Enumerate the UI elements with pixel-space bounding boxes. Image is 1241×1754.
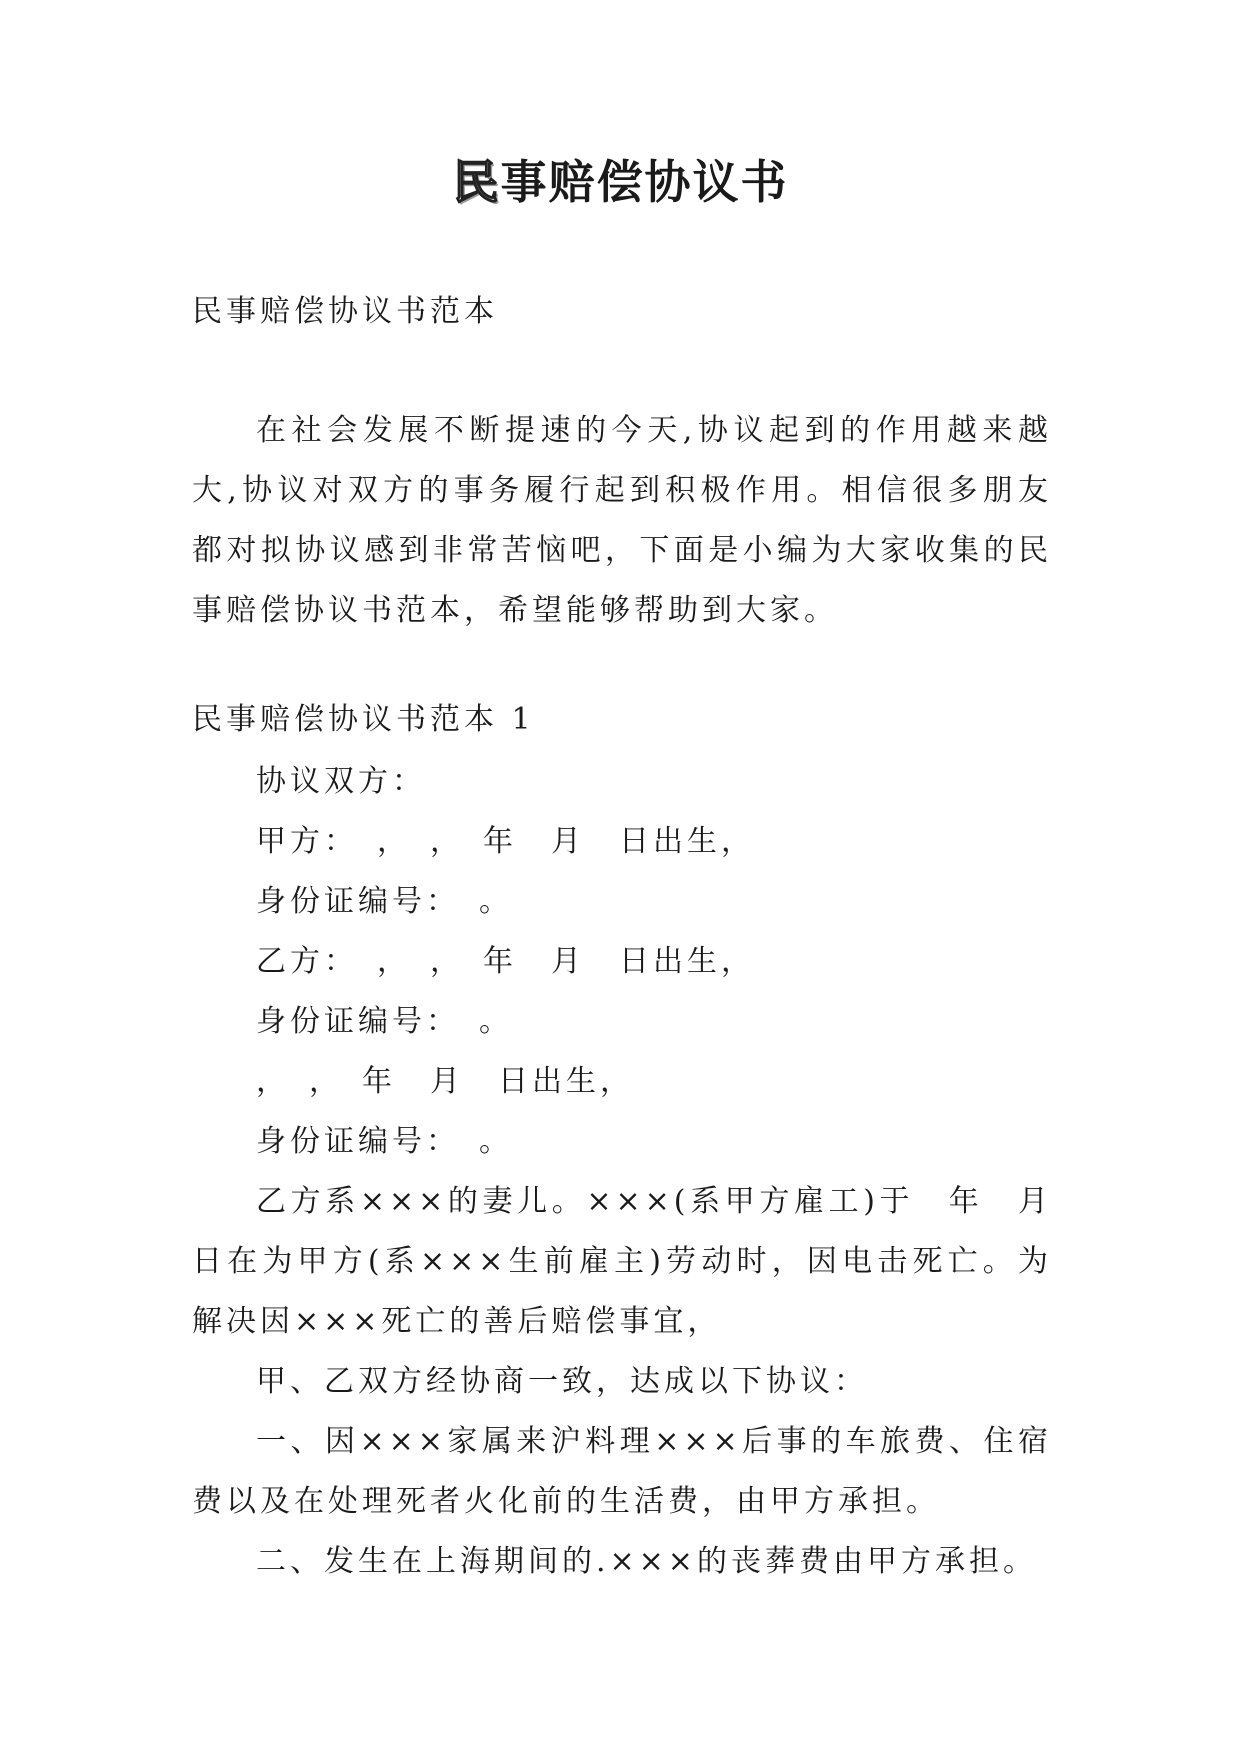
clause-party-b: 乙方： ， ， 年 月 日出生， [256,944,755,979]
clause-party-c-id: 身份证编号： 。 [256,1124,513,1159]
clause-party-a: 甲方： ， ， 年 月 日出生， [256,824,755,859]
agreement-clauses [192,752,1052,1592]
intro-section [192,401,1052,641]
clause-party-c: ， ， 年 月 日出生， [256,1064,634,1099]
title-rest: 事赔偿协议书 [500,155,789,209]
clause-two: 二、发生在上海期间的.×××的丧葬费由甲方承担。 [256,1544,1037,1579]
clause-parties-heading: 协议双方： [256,764,426,799]
clause-one: 一、因×××家属来沪料理×××后事的车旅费、住宿费以及在处理死者火化前的生活费，由甲方承担。 [192,1424,1052,1519]
intro-paragraph: 在社会发展不断提速的今天,协议起到的作用越来越大,协议对双方的事务履行起到积极作用。相信很多朋友都对拟协议感到非常苦恼吧，下面是小编为大家收集的民事赔偿协议书范本，希望能够帮助到大家。 [192,413,1052,628]
clause-party-b-id: 身份证编号： 。 [256,1004,513,1039]
document-subtitle: 民事赔偿协议书范本 [192,294,498,329]
title-first-char: 民 [452,155,501,209]
document-title [0,152,1241,212]
clause-background: 乙方系×××的妻儿。×××(系甲方雇工)于 年 月日在为甲方(系×××生前雇主)劳动时，因电击死亡。为解决因×××死亡的善后赔偿事宜， [192,1184,1052,1339]
clause-party-a-id: 身份证编号： 。 [256,884,513,919]
section-heading: 民事赔偿协议书范本 1 [192,702,535,737]
clause-agreement-intro: 甲、乙双方经协商一致，达成以下协议： [256,1364,868,1399]
